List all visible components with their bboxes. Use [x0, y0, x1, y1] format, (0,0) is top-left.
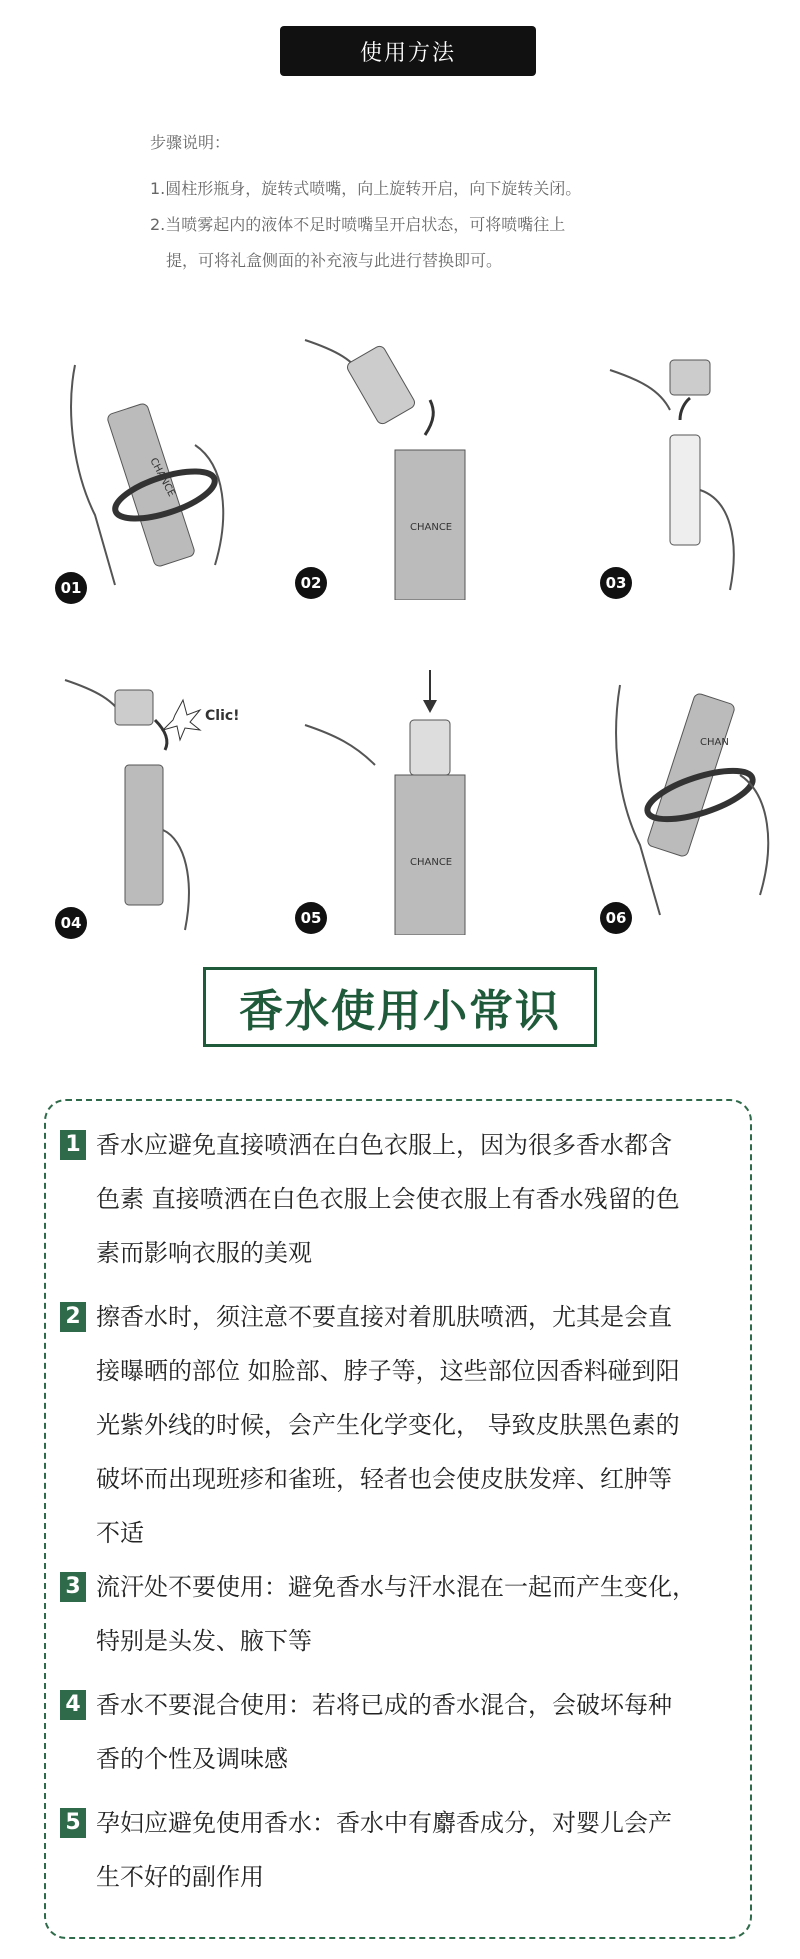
illustration-step-04 [55, 670, 265, 940]
hand-rotate-bottle-icon [55, 335, 265, 605]
instruction-step-2-line-2: 提，可将礼盒侧面的补充液与此进行替换即可。 [166, 251, 503, 270]
tip-number: 2 [60, 1302, 86, 1332]
remove-cap-icon [600, 330, 800, 600]
step-number-badge: 03 [600, 567, 632, 599]
tip-text-line: 擦香水时，须注意不要直接对着肌肤喷洒，尤其是会直 [96, 1303, 672, 1331]
instructions-section [150, 130, 710, 283]
bottle-label: CHANCE [410, 857, 453, 868]
tip-item-4 [60, 1678, 750, 1786]
illustration-step-03 [600, 330, 800, 600]
tip-number: 4 [60, 1690, 86, 1720]
insert-refill-icon [295, 665, 505, 935]
step-number-badge: 06 [600, 902, 632, 934]
tip-number: 1 [60, 1130, 86, 1160]
tip-text-line: 不适 [96, 1519, 144, 1547]
tip-item-1 [60, 1118, 750, 1280]
illustration-step-05 [295, 665, 505, 935]
tip-text-line: 素而影响衣服的美观 [96, 1239, 312, 1267]
illustration-step-01 [55, 335, 265, 605]
tip-text-line: 色素 直接喷洒在白色衣服上会使衣服上有香水残留的色 [96, 1185, 680, 1213]
page-title: 使用方法 [359, 40, 456, 66]
click-text: Clic! [205, 708, 240, 724]
lift-cap-icon [295, 330, 505, 600]
tip-number: 5 [60, 1808, 86, 1838]
tip-text-line: 香水应避免直接喷洒在白色衣服上，因为很多香水都含 [96, 1131, 672, 1159]
tip-text-line: 孕妇应避免使用香水：香水中有麝香成分，对婴儿会产 [96, 1809, 672, 1837]
step-number-badge: 05 [295, 902, 327, 934]
tip-text-line: 香水不要混合使用：若将已成的香水混合，会破坏每种 [96, 1691, 672, 1719]
instruction-step-2-line-1: 2.当喷雾起内的液体不足时喷嘴呈开启状态，可将喷嘴往上 [150, 215, 566, 234]
rotate-close-icon [600, 665, 800, 935]
tip-text-line: 接曝晒的部位 如脸部、脖子等，这些部位因香料碰到阳 [96, 1357, 680, 1385]
tip-item-2 [60, 1290, 750, 1560]
illustration-step-06 [600, 665, 800, 935]
bottle-label: CHANCE [147, 456, 177, 499]
tip-number: 3 [60, 1572, 86, 1602]
tip-text-line: 光紫外线的时候，会产生化学变化， 导致皮肤黑色素的 [96, 1411, 680, 1439]
tip-text-line: 破坏而出现班疹和雀班，轻者也会使皮肤发痒、红肿等 [96, 1465, 672, 1493]
tip-item-5 [60, 1796, 750, 1904]
tips-title: 香水使用小常识 [203, 967, 597, 1047]
instruction-step-1: 1.圆柱形瓶身，旋转式喷嘴，向上旋转开启，向下旋转关闭。 [150, 179, 582, 198]
step-number-badge: 04 [55, 907, 87, 939]
step-number-badge: 02 [295, 567, 327, 599]
tip-text-line: 特别是头发、腋下等 [96, 1627, 312, 1655]
tip-text-line: 流汗处不要使用：避免香水与汗水混在一起而产生变化， [96, 1573, 696, 1601]
step-number-badge: 01 [55, 572, 87, 604]
instructions-heading: 步骤说明： [150, 133, 231, 152]
bottle-label: CHANCE [410, 522, 453, 533]
tip-item-3 [60, 1560, 750, 1668]
illustration-step-02 [295, 330, 505, 600]
bottle-label: CHAN [700, 737, 729, 748]
tip-text-line: 香的个性及调味感 [96, 1745, 288, 1773]
page-title-bar [280, 26, 536, 76]
click-cap-icon [55, 670, 265, 940]
tip-text-line: 生不好的副作用 [96, 1863, 264, 1891]
